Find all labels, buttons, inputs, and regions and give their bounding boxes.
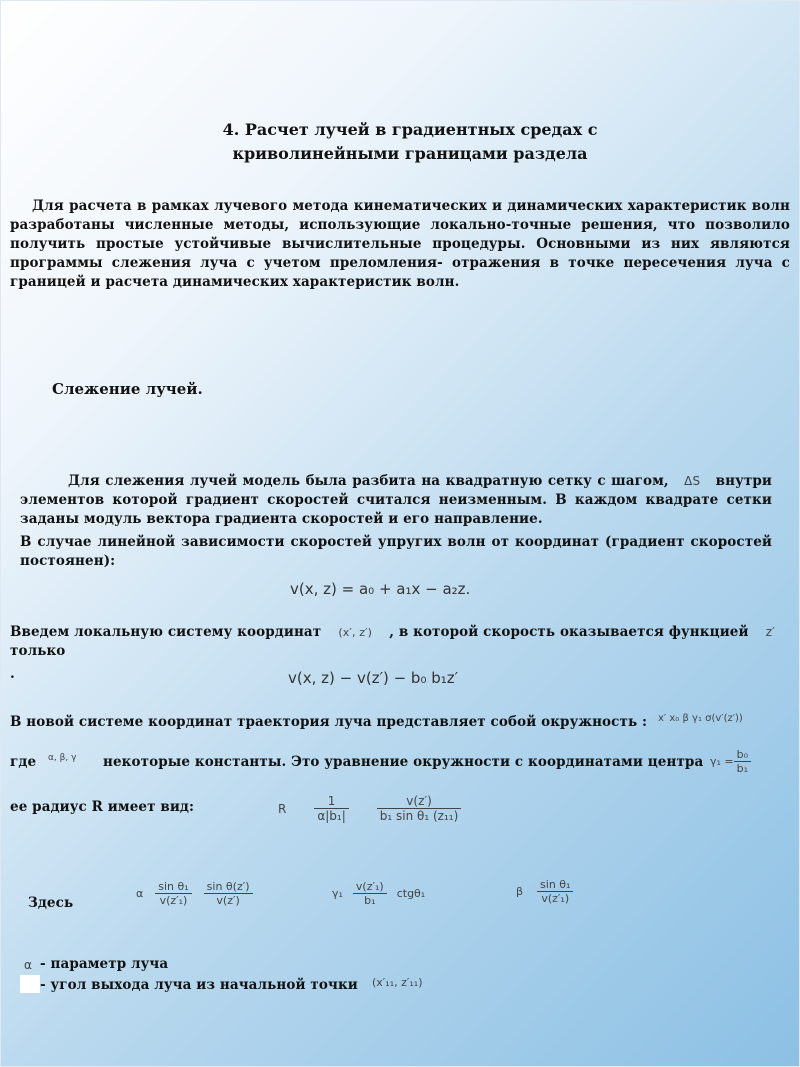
radius-fraction-2 — [377, 794, 462, 823]
beta-fraction-num: sin θ₁ — [540, 878, 571, 891]
radius-text: ее радиус R имеет вид: — [10, 799, 195, 815]
legend-ray-parameter: - параметр луча — [40, 956, 169, 972]
where-label: где — [10, 754, 37, 770]
alpha-fraction-2 — [204, 880, 253, 907]
local-velocity-equation: v(x, z) − v(z′) − b₀ b₁z′ — [288, 669, 459, 687]
radius-fraction-2-den: b₁ sin θ₁ (z₁₁) — [377, 808, 462, 823]
radius-fraction-2-num: v(z′) — [406, 794, 432, 808]
alpha-fraction-1-num: sin θ₁ — [158, 880, 189, 893]
circle-center-text: некоторые константы. Это уравнение окружности с координатами центра — [103, 754, 704, 770]
beta-symbol: β — [516, 885, 524, 898]
legend-alpha-symbol: α — [24, 958, 32, 972]
alpha-fraction-2-num: sin θ(z′) — [206, 880, 250, 893]
center-fraction-den: b₁ — [734, 761, 751, 775]
alpha-fraction-1 — [155, 880, 191, 907]
local-coords-text-mid: , в которой скорость оказывается функцией — [389, 624, 749, 640]
circle-formula: x′ x₀ β γ₁ σ(v′(z′)) — [658, 713, 743, 724]
local-coords-text-start: Введем локальную систему координат — [10, 624, 322, 640]
section-heading: Слежение лучей. — [52, 380, 203, 398]
beta-fraction-den: v(z′₁) — [537, 891, 573, 905]
radius-fraction-1-den: α|b₁| — [314, 808, 348, 823]
gamma-formula — [332, 880, 425, 907]
radius-fraction-1-num: 1 — [327, 794, 336, 808]
only-label: только — [10, 643, 66, 659]
alpha-formula — [136, 880, 253, 907]
title-line-2: криволинейными границами раздела — [232, 144, 588, 163]
alpha-fraction-1-den: v(z′₁) — [155, 893, 191, 907]
velocity-equation: v(x, z) = a₀ + a₁x − a₂z. — [290, 580, 471, 598]
legend-start-point: (x′₁₁, z′₁₁) — [372, 976, 423, 989]
center-formula — [710, 748, 751, 775]
gamma-fraction-den: b₁ — [353, 893, 387, 907]
legend-exit-angle: - угол выхода луча из начальной точки — [40, 977, 358, 993]
beta-formula — [516, 878, 573, 905]
beta-fraction — [537, 878, 573, 905]
radius-fraction-1 — [314, 794, 348, 823]
constants-symbols: α, β, γ — [48, 753, 77, 763]
center-fraction — [734, 748, 751, 775]
gamma-fraction-num: v(z′₁) — [355, 880, 384, 893]
local-coords-line — [10, 623, 775, 642]
local-coords-symbol: (x′, z′) — [338, 626, 373, 639]
radius-formula — [278, 794, 461, 823]
tracking-paragraph — [20, 472, 772, 529]
page-title — [60, 118, 760, 166]
gamma-symbol: γ₁ — [332, 887, 343, 900]
step-symbol: ΔS — [684, 474, 701, 488]
center-gamma: γ₁ = — [710, 755, 734, 768]
radius-lhs: R — [278, 801, 287, 816]
alpha-symbol: α — [136, 887, 144, 900]
tracking-text-end: внутри элементов которой градиент скоростей считался неизменным. В каждом квадрате сетки заданы модуль вектора градиента скоростей и его направление. — [20, 473, 772, 527]
bullet-dot: . — [10, 666, 15, 682]
tracking-text-start: Для слежения лучей модель была разбита на квадратную сетку с шагом, — [68, 473, 669, 489]
center-fraction-num: b₀ — [736, 748, 749, 761]
here-label: Здесь — [28, 895, 74, 911]
title-line-1: 4. Расчет лучей в градиентных средах с — [222, 120, 598, 139]
local-coords-var: z′ — [765, 625, 775, 639]
linear-case-paragraph: В случае линейной зависимости скоростей упругих волн от координат (градиент скоростей постоянен): — [20, 534, 772, 569]
gamma-fraction — [353, 880, 387, 907]
gamma-tail: ctgθ₁ — [396, 887, 426, 900]
alpha-fraction-2-den: v(z′) — [204, 893, 253, 907]
legend-blank-symbol — [20, 975, 40, 993]
trajectory-text: В новой системе координат траектория луча представляет собой окружность : — [10, 714, 648, 730]
intro-paragraph: Для расчета в рамках лучевого метода кинематических и динамических характеристик волн разработаны численные методы, использующие локально-точные решения, что позволило получить простые устойчивые вычислительные процедуры. Основными из них являются программы слежения луча с учетом преломления- отражения в точке пересечения луча с границей и расчета динамических характеристик волн. — [10, 198, 790, 290]
